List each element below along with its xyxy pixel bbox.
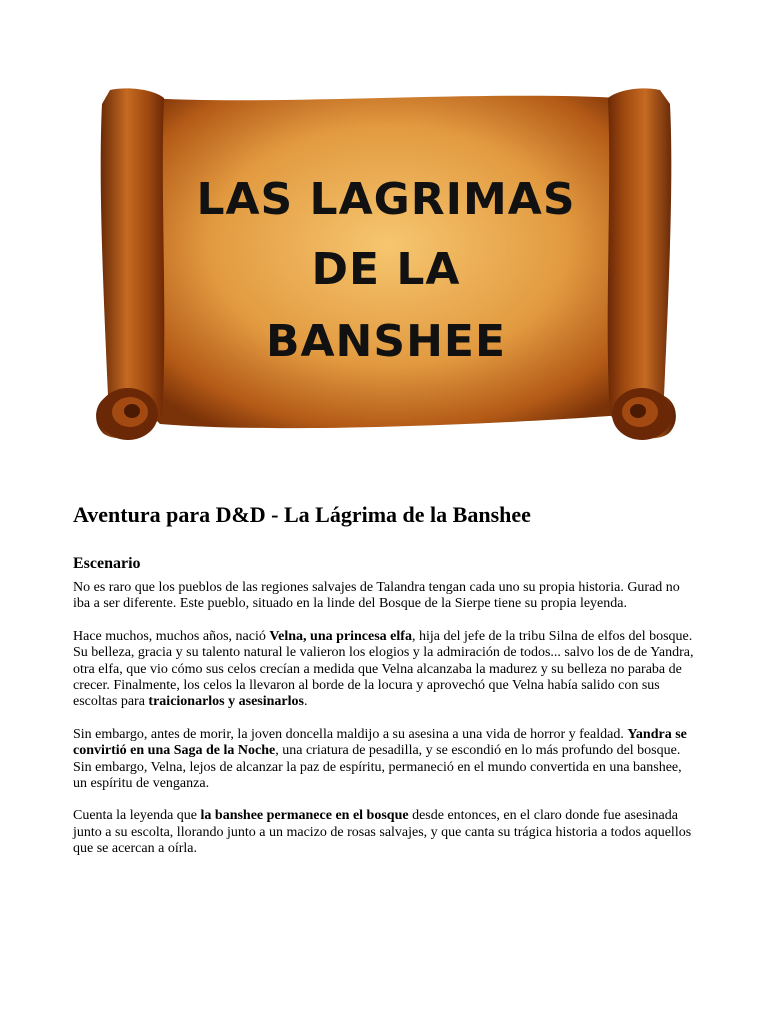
right-scroll-roll bbox=[608, 88, 676, 438]
banner-line-1: LAS LAGRIMAS bbox=[196, 174, 576, 225]
banner-line-3: BANSHEE bbox=[265, 316, 507, 367]
document-title: Aventura para D&D - La Lágrima de la Banshee bbox=[73, 502, 531, 527]
banner-line-2: DE LA bbox=[311, 244, 461, 295]
paragraph-2: Hace muchos, muchos años, nació Velna, una princesa elfa, hija del jefe de la tribu Silna de elfos del bosque. Su belleza, gracia y su talento natural le valieron los elogios y la admiración de todos... salvo los de de Yandra, otra elfa, que vio cómo sus celos crecían a medida que Velna alcanzaba la madurez y su belleza no paraba de crecer. Finalmente, los celos la llevaron al borde de la locura y aprovechó que Velna había salido con sus escoltas para traicionarlos y asesinarlos. bbox=[73, 628, 694, 710]
document-body bbox=[73, 500, 698, 874]
left-scroll-roll bbox=[96, 88, 164, 438]
bold-traicionarlos: traicionarlos y asesinarlos bbox=[148, 694, 304, 710]
title-scroll-banner bbox=[90, 84, 682, 450]
paragraph-1: No es raro que los pueblos de las regiones salvajes de Talandra tengan cada uno su propia historia. Gurad no iba a ser diferente. Este pueblo, situado en la linde del Bosque de la Sierpe tiene su propia leyenda. bbox=[73, 580, 680, 612]
bold-banshee: la banshee permanece en el bosque bbox=[200, 808, 409, 824]
bold-yandra: Yandra se convirtió en una Saga de la Noche bbox=[73, 726, 687, 759]
scroll-graphic bbox=[90, 84, 682, 450]
bold-velna: Velna, una princesa elfa bbox=[269, 628, 412, 644]
section-heading: Escenario bbox=[73, 555, 141, 572]
paragraph-3: Sin embargo, antes de morir, la joven doncella maldijo a su asesina a una vida de horror y fealdad. Yandra se convirtió en una Saga de la Noche, una criatura de pesadilla, y se escondió en lo más profundo del bosque. Sin embargo, Velna, lejos de alcanzar la paz de espíritu, permaneció en el mundo convertida en una banshee, un espíritu de venganza. bbox=[73, 726, 687, 792]
paragraph-4: Cuenta la leyenda que la banshee permanece en el bosque desde entonces, en el claro donde fue asesinada junto a su escolta, llorando junto a un macizo de rosas salvajes, y que canta su trágica historia a todos aquellos que se acercan a oírla. bbox=[73, 808, 692, 857]
